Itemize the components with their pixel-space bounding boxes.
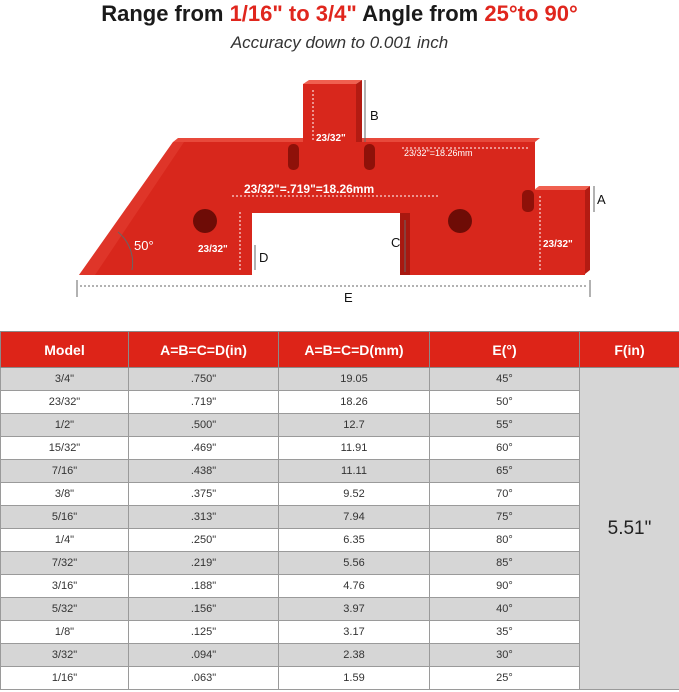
col-header-angle: E(°) <box>430 332 580 368</box>
col-header-mm: A=B=C=D(mm) <box>279 332 430 368</box>
table-row <box>1 414 679 437</box>
table-header-row <box>1 332 679 368</box>
cell-model: 7/32" <box>1 552 129 575</box>
cell-in: .250" <box>129 529 279 552</box>
cell-mm: 19.05 <box>279 368 430 391</box>
table-row <box>1 529 679 552</box>
cell-angle: 50° <box>430 391 580 414</box>
slot-left <box>288 144 299 170</box>
cell-angle: 55° <box>430 414 580 437</box>
col-header-model: Model <box>1 332 129 368</box>
cell-mm: 12.7 <box>279 414 430 437</box>
headline-text-1: Range from <box>101 1 230 26</box>
cell-in: .188" <box>129 575 279 598</box>
cell-in: .125" <box>129 621 279 644</box>
mount-hole-left <box>193 209 217 233</box>
table-row <box>1 483 679 506</box>
cell-angle: 35° <box>430 621 580 644</box>
cell-model: 15/32" <box>1 437 129 460</box>
label-c: C <box>391 235 401 250</box>
cell-in: .719" <box>129 391 279 414</box>
mount-hole-right <box>448 209 472 233</box>
cell-mm: 11.11 <box>279 460 430 483</box>
tower-top-face <box>303 80 362 84</box>
table-row <box>1 621 679 644</box>
table-row <box>1 391 679 414</box>
cell-angle: 25° <box>430 667 580 690</box>
table-row <box>1 552 679 575</box>
cell-mm: 1.59 <box>279 667 430 690</box>
cell-mm: 3.17 <box>279 621 430 644</box>
table-row <box>1 598 679 621</box>
cell-in: .375" <box>129 483 279 506</box>
cell-in: .469" <box>129 437 279 460</box>
table-row <box>1 644 679 667</box>
cell-in: .500" <box>129 414 279 437</box>
table-row <box>1 437 679 460</box>
cell-mm: 4.76 <box>279 575 430 598</box>
cell-angle: 90° <box>430 575 580 598</box>
slot-ledge <box>522 190 534 212</box>
label-top-right-dim: 23/32"=18.26mm <box>404 148 473 158</box>
col-header-in: A=B=C=D(in) <box>129 332 279 368</box>
cell-in: .094" <box>129 644 279 667</box>
cell-f-value: 5.51" <box>580 368 679 690</box>
cell-angle: 85° <box>430 552 580 575</box>
cell-model: 7/16" <box>1 460 129 483</box>
cell-mm: 6.35 <box>279 529 430 552</box>
label-tower-height: 23/32" <box>316 133 346 144</box>
tower-side-face <box>356 80 362 146</box>
cell-model: 5/16" <box>1 506 129 529</box>
cell-model: 3/8" <box>1 483 129 506</box>
cell-mm: 5.56 <box>279 552 430 575</box>
label-b: B <box>370 108 379 123</box>
cell-model: 3/16" <box>1 575 129 598</box>
cell-mm: 2.38 <box>279 644 430 667</box>
cell-angle: 60° <box>430 437 580 460</box>
cell-model: 3/32" <box>1 644 129 667</box>
label-d: D <box>259 250 269 265</box>
cell-model: 23/32" <box>1 391 129 414</box>
product-diagram <box>0 70 679 310</box>
label-a: A <box>597 192 606 207</box>
table-row <box>1 506 679 529</box>
cell-angle: 75° <box>430 506 580 529</box>
label-e: E <box>344 290 353 305</box>
subtitle: Accuracy down to 0.001 inch <box>230 33 449 52</box>
cell-model: 1/16" <box>1 667 129 690</box>
label-right-height: 23/32" <box>543 239 573 250</box>
ledge-side-face <box>585 186 590 274</box>
cell-angle: 80° <box>430 529 580 552</box>
slot-right <box>364 144 375 170</box>
cell-in: .313" <box>129 506 279 529</box>
table-row <box>1 575 679 598</box>
ledge-top-face <box>534 186 590 190</box>
col-header-f: F(in) <box>580 332 679 368</box>
cell-angle: 40° <box>430 598 580 621</box>
headline-text-2: Angle from <box>356 1 485 26</box>
cell-mm: 7.94 <box>279 506 430 529</box>
label-angle: 50° <box>134 238 154 253</box>
cell-in: .156" <box>129 598 279 621</box>
cell-model: 1/8" <box>1 621 129 644</box>
cell-angle: 30° <box>430 644 580 667</box>
table-row <box>1 460 679 483</box>
table-row <box>1 667 679 690</box>
cell-in: .438" <box>129 460 279 483</box>
cell-model: 1/2" <box>1 414 129 437</box>
cell-model: 1/4" <box>1 529 129 552</box>
cell-angle: 70° <box>430 483 580 506</box>
cell-mm: 9.52 <box>279 483 430 506</box>
cell-model: 5/32" <box>1 598 129 621</box>
table-row <box>1 368 679 391</box>
cell-angle: 45° <box>430 368 580 391</box>
cell-angle: 65° <box>430 460 580 483</box>
cell-model: 3/4" <box>1 368 129 391</box>
label-left-height: 23/32" <box>198 244 228 255</box>
label-center-dim: 23/32"=.719"=18.26mm <box>244 182 375 196</box>
cell-in: .219" <box>129 552 279 575</box>
headline-range: 1/16" to 3/4" <box>229 1 357 26</box>
cell-in: .750" <box>129 368 279 391</box>
cell-mm: 11.91 <box>279 437 430 460</box>
cell-mm: 3.97 <box>279 598 430 621</box>
cell-mm: 18.26 <box>279 391 430 414</box>
headline <box>0 0 679 28</box>
cell-in: .063" <box>129 667 279 690</box>
headline-angle: 25°to 90° <box>484 1 578 26</box>
spec-table <box>0 331 679 690</box>
